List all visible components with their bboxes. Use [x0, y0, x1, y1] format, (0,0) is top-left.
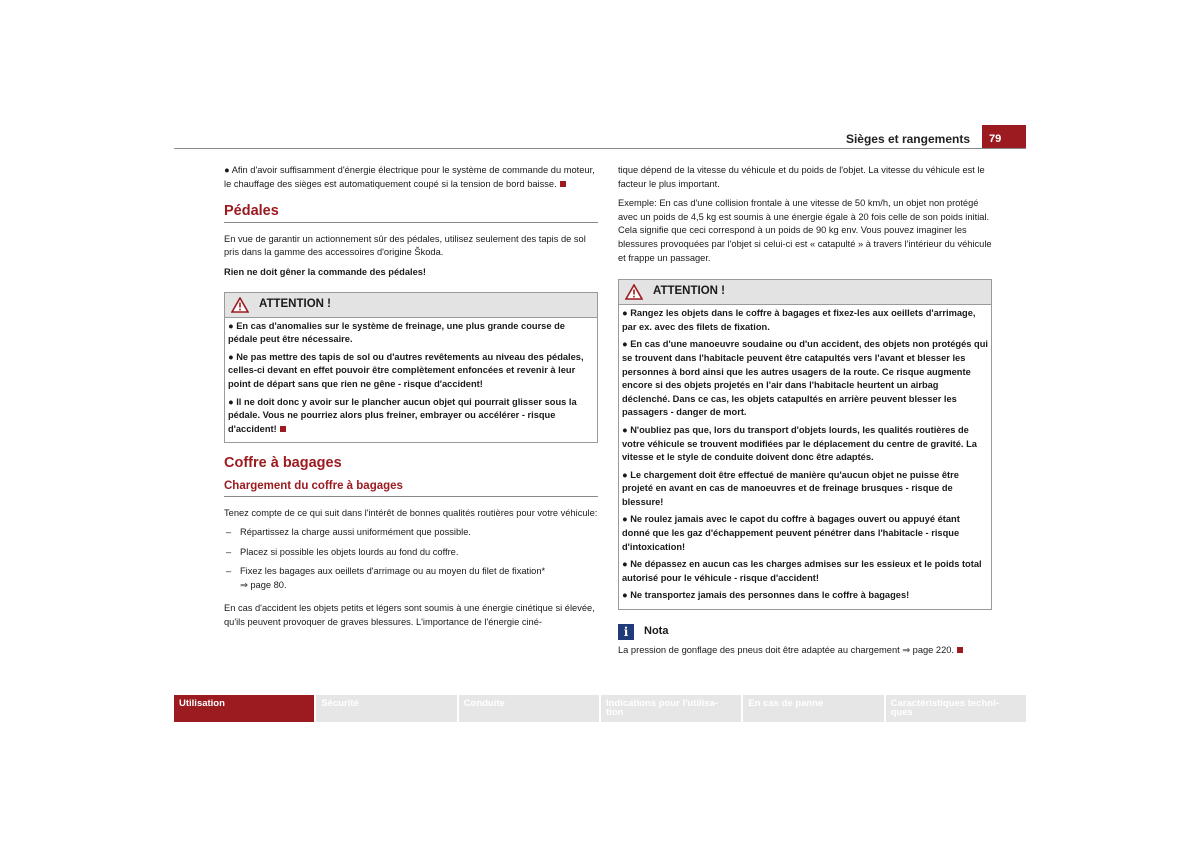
- attention-item: ● Il ne doit donc y avoir sur le plancher aucun objet qui pourrait glisser sous la pédale. Vous ne pourriez alors plus freiner, embrayer ou accélérer - risque d'accident!: [228, 396, 577, 434]
- end-marker: [560, 181, 566, 187]
- page-number: 79: [982, 125, 1026, 149]
- chargement-subheading: Chargement du coffre à bagages: [224, 480, 598, 497]
- attention-item-text: Ne roulez jamais avec le capot du coffre à bagages ouvert ou appuyé étant donné que les gaz d'échappement peuvent pénétrer dans l'habitacle - risque d'intoxication!: [622, 514, 960, 552]
- attention-header: [619, 280, 991, 305]
- step-text: Répartissez la charge aussi uniformément que possible.: [240, 527, 471, 538]
- attention-item: ● En cas d'anomalies sur le système de freinage, une plus grande course de pédale peut être nécessaire.: [228, 320, 565, 345]
- tab-caracteristiques[interactable]: Caractéristiques techni- ques: [886, 695, 1026, 722]
- intro-text: Afin d'avoir suffisamment d'énergie électrique pour le système de commande du moteur, le chauffage des sièges est automatiquement coupé si la tension de bord baisse.: [224, 165, 595, 189]
- left-column: [224, 164, 598, 636]
- attention-item: ● N'oubliez pas que, lors du transport d'objets lourds, les qualités routières de votre véhicule se trouvent modifiées par le déplacement du centre de gravité. La vitesse et le style de conduite doivent donc être adaptés.: [622, 424, 977, 463]
- info-icon: i: [618, 624, 634, 640]
- attention-box-coffre: [618, 279, 992, 610]
- step-item: – Répartissez la charge aussi uniformément que possible.: [226, 527, 471, 538]
- pedales-bold-note: Rien ne doit gêner la commande des pédales!: [224, 266, 427, 277]
- nota-header: [618, 624, 992, 640]
- step-text: Fixez les bagages aux oeillets d'arrimage ou au moyen du filet de fixation*: [240, 566, 546, 577]
- chapter-tabs: [174, 695, 1026, 722]
- attention-item: ● En cas d'une manoeuvre soudaine ou d'un accident, des objets non protégés qui se trouvent dans l'habitacle peuvent être catapultés vers l'avant et blesser les personnes à bord ainsi que les autres usagers de la route. Ce risque augmente encore si des objets projetés en l'air dans l'habitacle heurtent un airbag déclenché. Dans ce cas, les objets catapultés en arrière peuvent blesser les passagers - danger de mort.: [622, 339, 988, 418]
- attention-item: ● Le chargement doit être effectué de manière qu'aucun objet ne puisse être projeté en avant en cas de manoeuvres et de freinage brusques - risque de blessure!: [622, 469, 959, 507]
- tab-utilisation[interactable]: Utilisation: [174, 695, 314, 722]
- attention-header: [225, 293, 597, 318]
- page-reference-link[interactable]: ⇒ page 80.: [240, 579, 287, 590]
- pedales-text: En vue de garantir un actionnement sûr des pédales, utilisez seulement des tapis de sol pris dans la gamme des accessoires d'origine Škoda.: [224, 233, 586, 258]
- attention-label: ATTENTION !: [653, 285, 725, 298]
- attention-item-text: Ne transportez jamais des personnes dans le coffre à bagages!: [630, 590, 910, 601]
- nota-paragraph: [618, 644, 992, 658]
- warning-triangle-icon: [231, 297, 249, 313]
- right-column: [618, 164, 992, 664]
- attention-item: ● Ne roulez jamais avec le capot du coffre à bagages ouvert ou appuyé étant donné que les gaz d'échappement peuvent pénétrer dans l'habitacle - risque d'intoxication!: [622, 514, 960, 552]
- tab-securite[interactable]: Sécurité: [316, 695, 456, 722]
- attention-item-text: En cas d'anomalies sur le système de freinage, une plus grande course de pédale peut être nécessaire.: [228, 320, 565, 345]
- running-header-title: Sièges et rangements: [845, 132, 970, 146]
- attention-item-text: Le chargement doit être effectué de manière qu'aucun objet ne puisse être projeté en avant en cas de manoeuvres et de freinage brusques - risque de blessure!: [622, 469, 959, 507]
- continuation-paragraph: tique dépend de la vitesse du véhicule et du poids de l'objet. La vitesse du véhicule est le facteur le plus important.: [618, 165, 985, 189]
- attention-item-text: Ne pas mettre des tapis de sol ou d'autres revêtements au niveau des pédales, celles-ci devant en effet pouvoir être complètement enfoncées et revenir à leur point de départ sans que rien ne gêne - risque d'accident!: [228, 351, 584, 389]
- pedales-heading: Pédales: [224, 205, 598, 223]
- attention-label: ATTENTION !: [259, 297, 331, 310]
- attention-item-text: En cas d'une manoeuvre soudaine ou d'un accident, des objets non protégés qui se trouvent dans l'habitacle peuvent être catapultés vers l'avant et blesser les personnes à bord ainsi que les autres usagers de la route. Ce risque augmente encore si des objets projetés en l'air dans l'habitacle heurtent un airbag déclenché. Dans ce cas, les objets catapultés en arrière peuvent blesser les passagers - danger de mort.: [622, 339, 988, 418]
- attention-item-text: N'oubliez pas que, lors du transport d'objets lourds, les qualités routières de votre véhicule se trouvent modifiées par le déplacement du centre de gravité. La vitesse et le style de conduite doivent donc être adaptés.: [622, 424, 977, 463]
- nota-label: Nota: [644, 625, 669, 638]
- attention-box-pedales: [224, 292, 598, 444]
- attention-item: ● Ne dépassez en aucun cas les charges admises sur les essieux et le poids total autorisé pour le véhicule - risque d'accident!: [622, 559, 982, 583]
- attention-item-text: Il ne doit donc y avoir sur le plancher aucun objet qui pourrait glisser sous la pédale. Vous ne pourriez alors plus freiner, embrayer ou accélérer - risque d'accident!: [228, 396, 577, 434]
- header-rule: [174, 148, 1026, 149]
- chargement-intro: Tenez compte de ce qui suit dans l'intérêt de bonnes qualités routières pour votre véhicule:: [224, 507, 598, 518]
- tab-conduite[interactable]: Conduite: [459, 695, 599, 722]
- warning-triangle-icon: [625, 284, 643, 300]
- tab-indications[interactable]: Indications pour l'utilisa- tion: [601, 695, 741, 722]
- attention-item-text: Rangez les objets dans le coffre à bagages et fixez-les aux oeillets d'arrimage, par ex. avec des filets de fixation.: [622, 308, 976, 332]
- attention-item: ● Ne transportez jamais des personnes dans le coffre à bagages!: [622, 590, 910, 601]
- nota-text: La pression de gonflage des pneus doit être adaptée au chargement ⇒ page 220.: [618, 645, 955, 656]
- step-item: – Fixez les bagages aux oeillets d'arrimage ou au moyen du filet de fixation* ⇒ page 80.: [226, 566, 546, 590]
- attention-item: ● Rangez les objets dans le coffre à bagages et fixez-les aux oeillets d'arrimage, par ex. avec des filets de fixation.: [622, 308, 976, 332]
- tab-en-cas-de-panne[interactable]: En cas de panne: [743, 695, 883, 722]
- step-item: – Placez si possible les objets lourds au fond du coffre.: [226, 546, 459, 557]
- step-text: Placez si possible les objets lourds au fond du coffre.: [240, 546, 459, 557]
- attention-item-text: Ne dépassez en aucun cas les charges admises sur les essieux et le poids total autorisé pour le véhicule - risque d'accident!: [622, 559, 982, 583]
- final-paragraph: En cas d'accident les objets petits et légers sont soumis à une énergie cinétique si élevée, qu'ils peuvent provoquer de graves blessures. L'importance de l'énergie ciné-: [224, 603, 595, 628]
- intro-paragraph: ● Afin d'avoir suffisamment d'énergie électrique pour le système de commande du moteur, le chauffage des sièges est automatiquement coupé si la tension de bord baisse.: [224, 165, 595, 189]
- end-marker: [957, 647, 963, 653]
- end-marker: [280, 426, 286, 432]
- coffre-heading: Coffre à bagages: [224, 455, 342, 472]
- example-paragraph: Exemple: En cas d'une collision frontale à une vitesse de 50 km/h, un objet non protégé avec un poids de 4,5 kg est soumis à une énergie égale à 20 fois celle de son poids initial. Cela signifie que ceci correspond à un poids de 90 kg env. Vous pouvez imaginer les blessures provoquées par l'objet si celui-ci est « catapulté » à travers l'intérieur du véhicule et frappe un passager.: [618, 198, 992, 263]
- attention-item: ● Ne pas mettre des tapis de sol ou d'autres revêtements au niveau des pédales, celles-ci devant en effet pouvoir être complètement enfoncées et revenir à leur point de départ sans que rien ne gêne - risque d'accident!: [228, 351, 584, 389]
